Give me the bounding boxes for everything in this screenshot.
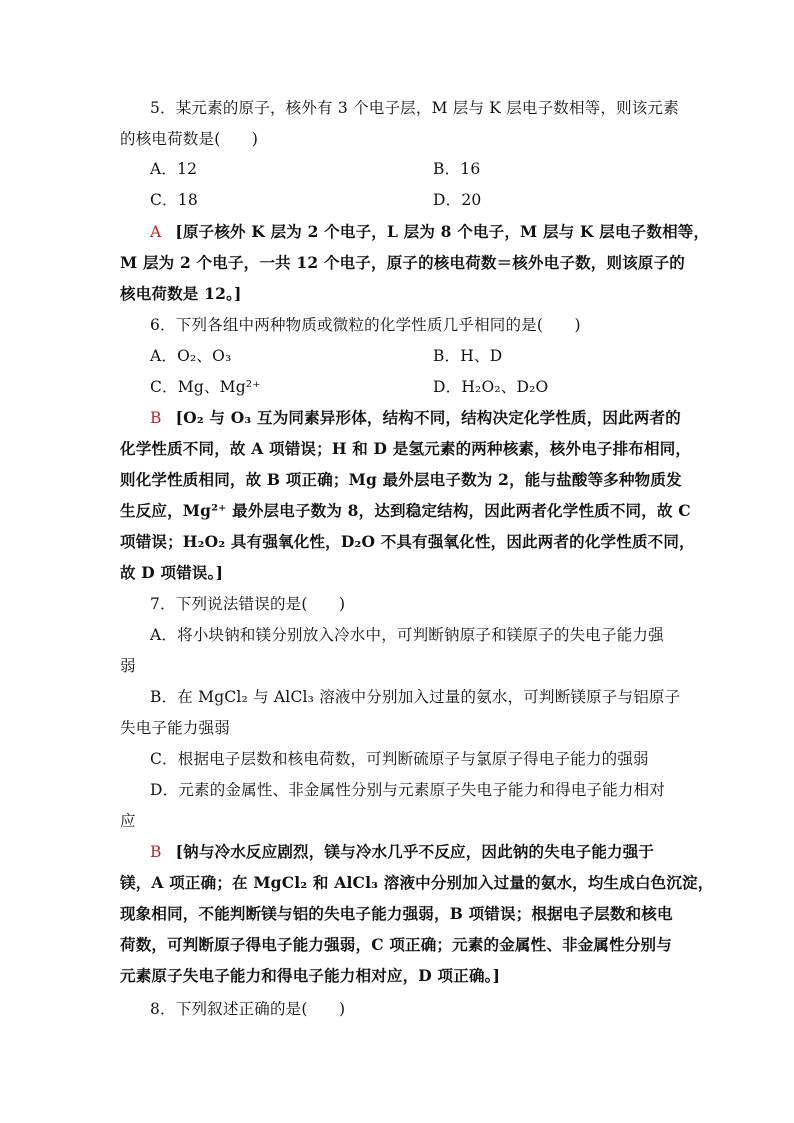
q6-explanation-line4: 生反应，Mg²⁺ 最外层电子数为 8，达到稳定结构，因此两者化学性质不同，故 C: [120, 501, 691, 520]
q7-option-d-line1: D．元素的金属性、非金属性分别与元素原子失电子能力和得电子能力相对: [150, 781, 666, 799]
q7-explanation-line2: 镁，A 项正确；在 MgCl₂ 和 AlCl₃ 溶液中分别加入过量的氨水，均生成白色沉淀，: [120, 873, 714, 892]
q6-option-d: D．H₂O₂、D₂O: [433, 378, 549, 396]
q7-option-c: C．根据电子层数和核电荷数，可判断硫原子与氯原子得电子能力的强弱: [150, 750, 649, 768]
q7-explanation-line3: 现象相同，不能判断镁与铝的失电子能力强弱，B 项错误；根据电子层数和核电: [120, 904, 673, 923]
q8-stem: 8．下列叙述正确的是( ): [150, 1000, 346, 1018]
q6-stem: 6．下列各组中两种物质或微粒的化学性质几乎相同的是( ): [150, 316, 581, 334]
q6-explanation-line3: 则化学性质相同，故 B 项正确；Mg 最外层电子数为 2，能与盐酸等多种物质发: [120, 470, 682, 489]
q7-explanation-line5: 元素原子失电子能力和得电子能力相对应，D 项正确。]: [120, 966, 501, 985]
q6-explanation-line1: B [O₂ 与 O₃ 互为同素异形体，结构不同，结构决定化学性质，因此两者的: [150, 408, 681, 427]
q7-option-d-line2: 应: [120, 812, 136, 830]
q6-option-b: B．H、D: [433, 347, 503, 365]
q6-explanation-line6: 故 D 项错误。]: [120, 563, 224, 582]
q5-explanation-line1: A [原子核外 K 层为 2 个电子，L 层为 8 个电子，M 层与 K 层电子数相等，: [150, 222, 710, 241]
q5-option-d: D．20: [433, 191, 482, 209]
q6-answer: B: [150, 409, 162, 427]
q5-option-a: A．12: [150, 160, 198, 178]
q5-stem-line1: 5．某元素的原子，核外有 3 个电子层，M 层与 K 层电子数相等，则该元素: [150, 99, 679, 117]
q7-answer: B: [150, 843, 162, 861]
q5-stem-line2: 的核电荷数是( ): [120, 130, 259, 148]
q6-explanation-line5: 项错误；H₂O₂ 具有强氧化性，D₂O 不具有强氧化性，因此两者的化学性质不同，: [120, 532, 695, 551]
q7-explanation-line4: 荷数，可判断原子得电子能力强弱，C 项正确；元素的金属性、非金属性分别与: [120, 935, 672, 954]
q5-option-b: B．16: [433, 160, 481, 178]
q7-option-a-line2: 弱: [120, 657, 136, 675]
q6-option-c: C．Mg、Mg²⁺: [150, 378, 261, 396]
q5-answer: A: [150, 223, 162, 241]
q7-explanation-line1: B [钠与冷水反应剧烈，镁与冷水几乎不反应，因此钠的失电子能力强于: [150, 842, 655, 861]
q7-option-b-line1: B．在 MgCl₂ 与 AlCl₃ 溶液中分别加入过量的氨水，可判断镁原子与铝原子: [150, 688, 681, 706]
q7-option-a-line1: A．将小块钠和镁分别放入冷水中，可判断钠原子和镁原子的失电子能力强: [150, 626, 664, 644]
q7-option-b-line2: 失电子能力强弱: [120, 719, 230, 737]
q7-stem: 7．下列说法错误的是( ): [150, 595, 346, 613]
q6-option-a: A．O₂、O₃: [150, 347, 232, 365]
q5-explanation-line2: M 层为 2 个电子，一共 12 个电子，原子的核电荷数＝核外电子数，则该原子的: [120, 253, 685, 272]
q5-explanation-line3: 核电荷数是 12。]: [120, 284, 242, 303]
q5-option-c: C．18: [150, 191, 198, 209]
q6-explanation-line2: 化学性质不同，故 A 项错误；H 和 D 是氢元素的两种核素，核外电子排布相同，: [120, 439, 692, 458]
